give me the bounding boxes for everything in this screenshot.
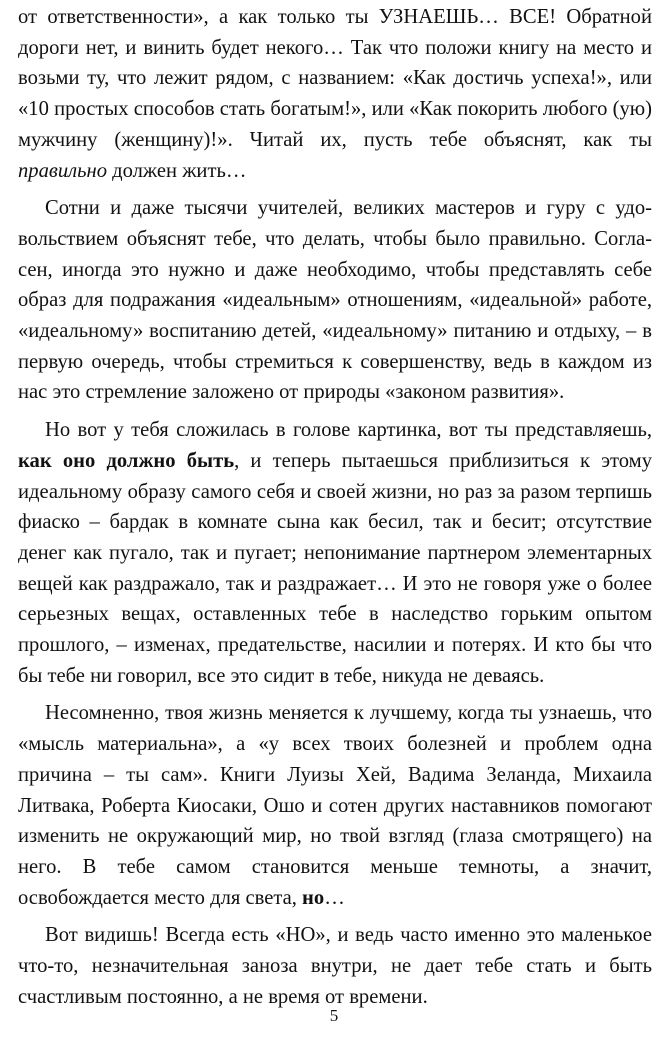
paragraph-1-part-1: от ответственности», а как только ты УЗНАЕШЬ… ВСЕ! Обратной дороги нет, и винить будет некого… Так что положи книгу на место и возьми ту, что лежит рядом, с названием: «Как достичь успеха!», или «10 простых способов стать богатым!», или «Как покорить любого (ую) мужчину (женщину)!». Читай их, пусть тебе объяснят, как ты xyxy=(18,6,652,151)
bold-phrase-kak-ono-dolzhno-byt: как оно должно быть xyxy=(18,449,235,472)
paragraph-5-text: Вот видишь! Всегда есть «НО», и ведь часто именно это маленькое что-то, незначительная заноза внутри, не дает тебе стать и быть счастливым постоянно, а не время от времени. xyxy=(18,924,652,1008)
bold-word-no: но xyxy=(302,886,325,909)
italic-word-pravilno: правильно xyxy=(18,159,107,182)
paragraph-5 xyxy=(18,920,652,1012)
book-page-text xyxy=(18,2,652,1013)
paragraph-4-part-3: … xyxy=(324,886,345,909)
paragraph-2-text: Сотни и даже тысячи учителей, великих мастеров и гуру с удовольствием объяснят тебе, что делать, чтобы было правильно. Согласен, иногда это нужно и даже необходимо, чтобы представлять себе образ для подражания «идеальным» отношениям, «идеальной» работе, «идеальному» воспитанию детей, «идеальному» питанию и отдыху, – в первую очередь, чтобы стремиться к совершенству, ведь в каждом из нас это стремление заложено от природы «законом развития». xyxy=(18,197,652,404)
paragraph-3-part-1: Но вот у тебя сложилась в голове картинка, вот ты представляешь, xyxy=(45,419,652,442)
paragraph-4-part-1: Несомненно, твоя жизнь меняется к лучшему, когда ты узнаешь, что «мысль материальна», а «у всех твоих болезней и проблем одна причина – ты сам». Книги Луизы Хей, Вадима Зеланда, Михаила Литвака, Роберта Киосаки, Ошо и сотен других наставников помогают изменить не окружающий мир, но твой взгляд (глаза смотрящего) на него. В тебе самом становится меньше темноты, а значит, освобождается место для света, xyxy=(18,702,652,909)
paragraph-1 xyxy=(18,2,652,186)
paragraph-3-part-3: , и теперь пытаешься приблизиться к этому идеальному образу самого себя и своей жизни, но раз за разом терпишь фиаско – бардак в комнате сына как бесил, так и бесит; отсутствие денег как пугало, так и пугает; непонимание партнером элементарных вещей как раздражало, так и раздражает… И это не говоря уже о более серьезных вещах, оставленных тебе в наследство горьким опытом прошлого, – изменах, предательстве, насилии и потерях. И кто бы что бы тебе ни говорил, все это сидит в тебе, никуда не деваясь. xyxy=(18,449,652,687)
page-number: 5 xyxy=(329,1006,339,1025)
paragraph-1-part-3: должен жить… xyxy=(107,159,247,182)
paragraph-4 xyxy=(18,698,652,913)
paragraph-2 xyxy=(18,193,652,408)
paragraph-3 xyxy=(18,415,652,691)
